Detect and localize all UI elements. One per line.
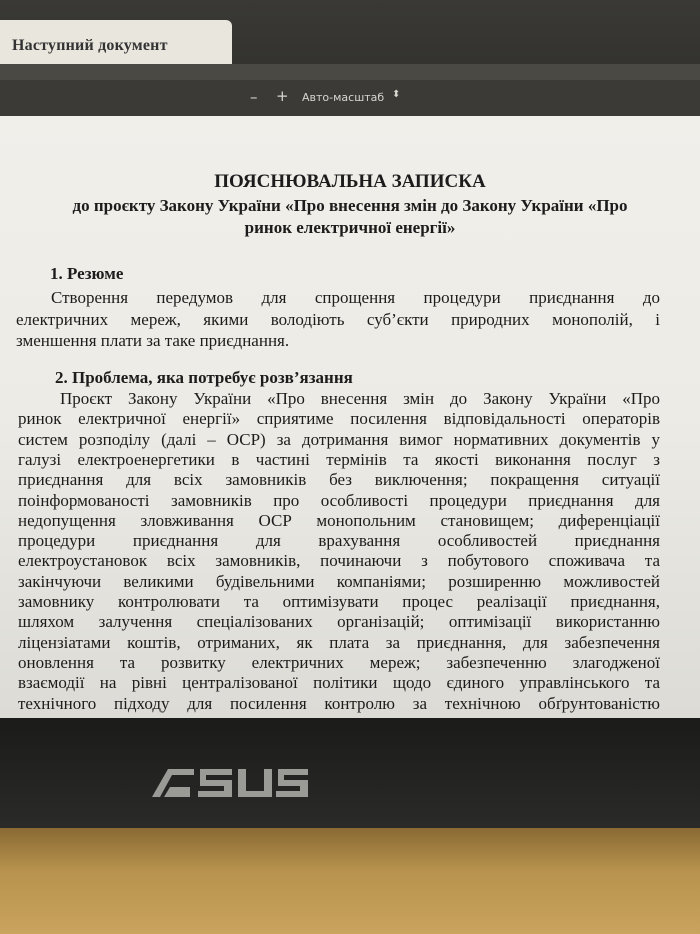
section-heading-summary: 1. Резюме — [50, 264, 124, 283]
zoom-select[interactable]: Авто-масштаб — [302, 91, 385, 104]
document-subtitle-line2: ринок електричної енергії» — [244, 218, 456, 237]
zoom-out-button[interactable]: – — [250, 88, 258, 106]
paragraph-line: шляхом залучення спеціалізованих організацій; оптимізації використанню — [18, 612, 660, 632]
paragraph-line: поінформованості замовників про особливості процедури приєднання для — [18, 490, 660, 510]
paragraph-line: Проєкт Закону України «Про внесення змін до Закону України «Про — [60, 389, 660, 408]
paragraph-line: Створення передумов для спрощення процедури приєднання до — [51, 288, 660, 307]
document-title: ПОЯСНЮВАЛЬНА ЗАПИСКА — [214, 171, 486, 192]
desk-surface — [0, 828, 700, 934]
tab-strip — [0, 64, 700, 80]
paragraph-line: технічного підходу для посилення контролю за технічною обґрунтованістю — [18, 693, 660, 713]
paragraph-line: замовнику контролювати та оптимізувати процес реалізації приєднання, — [18, 592, 660, 611]
paragraph-line: ринок електричної енергії» сприятиме посилення відповідальності операторів — [18, 409, 660, 429]
paragraph-line: оновлення та розвитку електричних мереж; забезпеченню злагодженої — [18, 652, 660, 672]
paragraph-line: галузі електроенергетики в частині термінів та якості виконання послуг з — [18, 449, 660, 469]
zoom-dropdown-icon[interactable]: ⬍ — [392, 89, 401, 100]
paragraph-line: недопущення зловживання ОСР монопольним становищем; диференціації — [18, 510, 660, 530]
asus-logo — [150, 765, 310, 801]
paragraph-line: ліцензіатами коштів, отриманих, як плата за приєднання, для забезпечення — [18, 632, 660, 652]
zoom-in-button[interactable]: + — [276, 87, 289, 105]
paragraph-line: електроустановок всіх замовників, починаючи з побутового споживача та — [18, 551, 660, 571]
section-heading-problem: 2. Проблема, яка потребує розв’язання — [55, 368, 353, 387]
paragraph-line: приєднання для всіх замовників без виключення; покращення ситуації — [18, 470, 660, 490]
document-subtitle-line1: до проєкту Закону України «Про внесення змін до Закону України «Про — [72, 196, 628, 215]
tab-label: Наступний документ — [12, 37, 168, 54]
document-page — [0, 116, 700, 718]
viewer-toolbar — [0, 80, 700, 116]
paragraph-line: електричних мереж, якими володіють суб’єкти природних монополій, і — [16, 309, 660, 329]
paragraph-line: процедури приєднання для врахування особливостей приєднання — [18, 531, 660, 551]
monitor-bottom-bezel — [0, 718, 700, 828]
paragraph-line: взаємодії на рівні централізованої політики щодо єдиного управлінського та — [18, 673, 660, 693]
paragraph-line: зменшення плати за таке приєднання. — [16, 331, 290, 350]
paragraph-line: закінчуючи великими будівельними компаніями; розширенню можливостей — [18, 571, 660, 591]
paragraph-line: систем розподілу (далі – ОСР) за дотримання вимог нормативних документів у — [18, 429, 660, 449]
